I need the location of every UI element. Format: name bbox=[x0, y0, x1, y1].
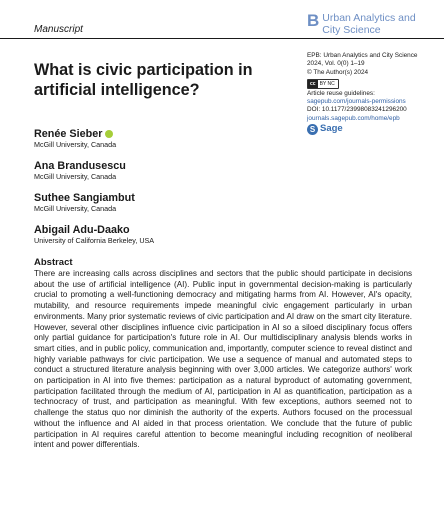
journal-logo-line1: Urban Analytics and bbox=[322, 12, 416, 24]
journal-logo[interactable] bbox=[307, 12, 416, 36]
author-block bbox=[34, 160, 126, 181]
journal-logo-mark-icon: B bbox=[307, 11, 320, 30]
manuscript-label: Manuscript bbox=[34, 24, 83, 35]
publisher-name: Sage bbox=[320, 123, 343, 135]
header-rule bbox=[0, 38, 444, 39]
meta-copyright: © The Author(s) 2024 bbox=[307, 68, 369, 76]
author-affiliation: McGill University, Canada bbox=[34, 140, 117, 149]
journal-home-link[interactable]: journals.sagepub.com/home/epb bbox=[307, 114, 400, 122]
author-block bbox=[34, 128, 116, 149]
sage-logo-icon: S bbox=[307, 124, 318, 135]
abstract-heading: Abstract bbox=[34, 257, 73, 268]
license-badge-cc: cc bbox=[310, 80, 316, 87]
journal-logo-text bbox=[322, 12, 415, 36]
author-affiliation: McGill University, Canada bbox=[34, 172, 117, 181]
meta-doi: DOI: 10.1177/23998083241296200 bbox=[307, 106, 407, 114]
meta-journal: EPB: Urban Analytics and City Science bbox=[307, 52, 418, 59]
license-badge-icon[interactable] bbox=[307, 79, 339, 89]
abstract-text: There are increasing calls across disciplines and sectors that the public should participate in decisions about the use of artificial intelligence (AI). Public input in governmental decision-making is particularly crucial to promoting a well-functioning democracy and mitigating harms from AI. However, AI's opacity, mutability, and resource requirements impede meaningful civic engagement particularly in urban environments. Many prior systematic reviews of civic participation and AI draw on the smart city literature. However, several other disciplines influence civic participation in AI so a siloed disciplinary focus offers only partial guidance for participation's future role in AI. Our multidisciplinary analysis blends works in smart cities, and in public policy, communication and, importantly, computer science to reveal distinct and highly variable pathways for civic participation. We use a sequence of manual and automated steps to conduct a structured literature analysis beginning with over 3,000 articles. We categorize authors' work on participation in AI into five themes: participation as a natural byproduct of automating government, participation facilitated through the medium of AI, participation in AI as quantification, participation as a technocracy of trust, and participation as meaningful. With few exceptions, authors seemed not to challenge the status quo nor diminish the authority of the experts. Authors focused on the processual without the influence and AI aided in that process orientation. We conclude that the future of public participation in AI requires careful attention to become meaningful including recognition of neoliberal intent and power differentials. bbox=[34, 269, 412, 450]
article-title: What is civic participation in artificial intelligence? bbox=[34, 61, 253, 99]
author-name: Ana Brandusescu bbox=[34, 160, 126, 172]
license-badge-terms: BY NC bbox=[319, 80, 335, 87]
meta-reuse-label: Article reuse guidelines: bbox=[307, 89, 375, 97]
author-name: Renée Sieber bbox=[34, 128, 103, 140]
meta-volume: 2024, Vol. 0(0) 1–19 bbox=[307, 60, 365, 68]
author-affiliation: University of California Berkeley, USA bbox=[34, 236, 155, 245]
publisher-logo[interactable] bbox=[307, 124, 442, 135]
orcid-icon[interactable] bbox=[105, 130, 113, 138]
author-affiliation: McGill University, Canada bbox=[34, 204, 117, 213]
author-name: Abigail Adu-Daako bbox=[34, 224, 130, 236]
permissions-link[interactable]: sagepub.com/journals-permissions bbox=[307, 98, 406, 106]
journal-logo-line2: City Science bbox=[322, 24, 381, 36]
article-metadata bbox=[307, 52, 442, 135]
author-name: Suthee Sangiambut bbox=[34, 192, 135, 204]
author-block bbox=[34, 192, 135, 213]
author-block bbox=[34, 224, 154, 245]
